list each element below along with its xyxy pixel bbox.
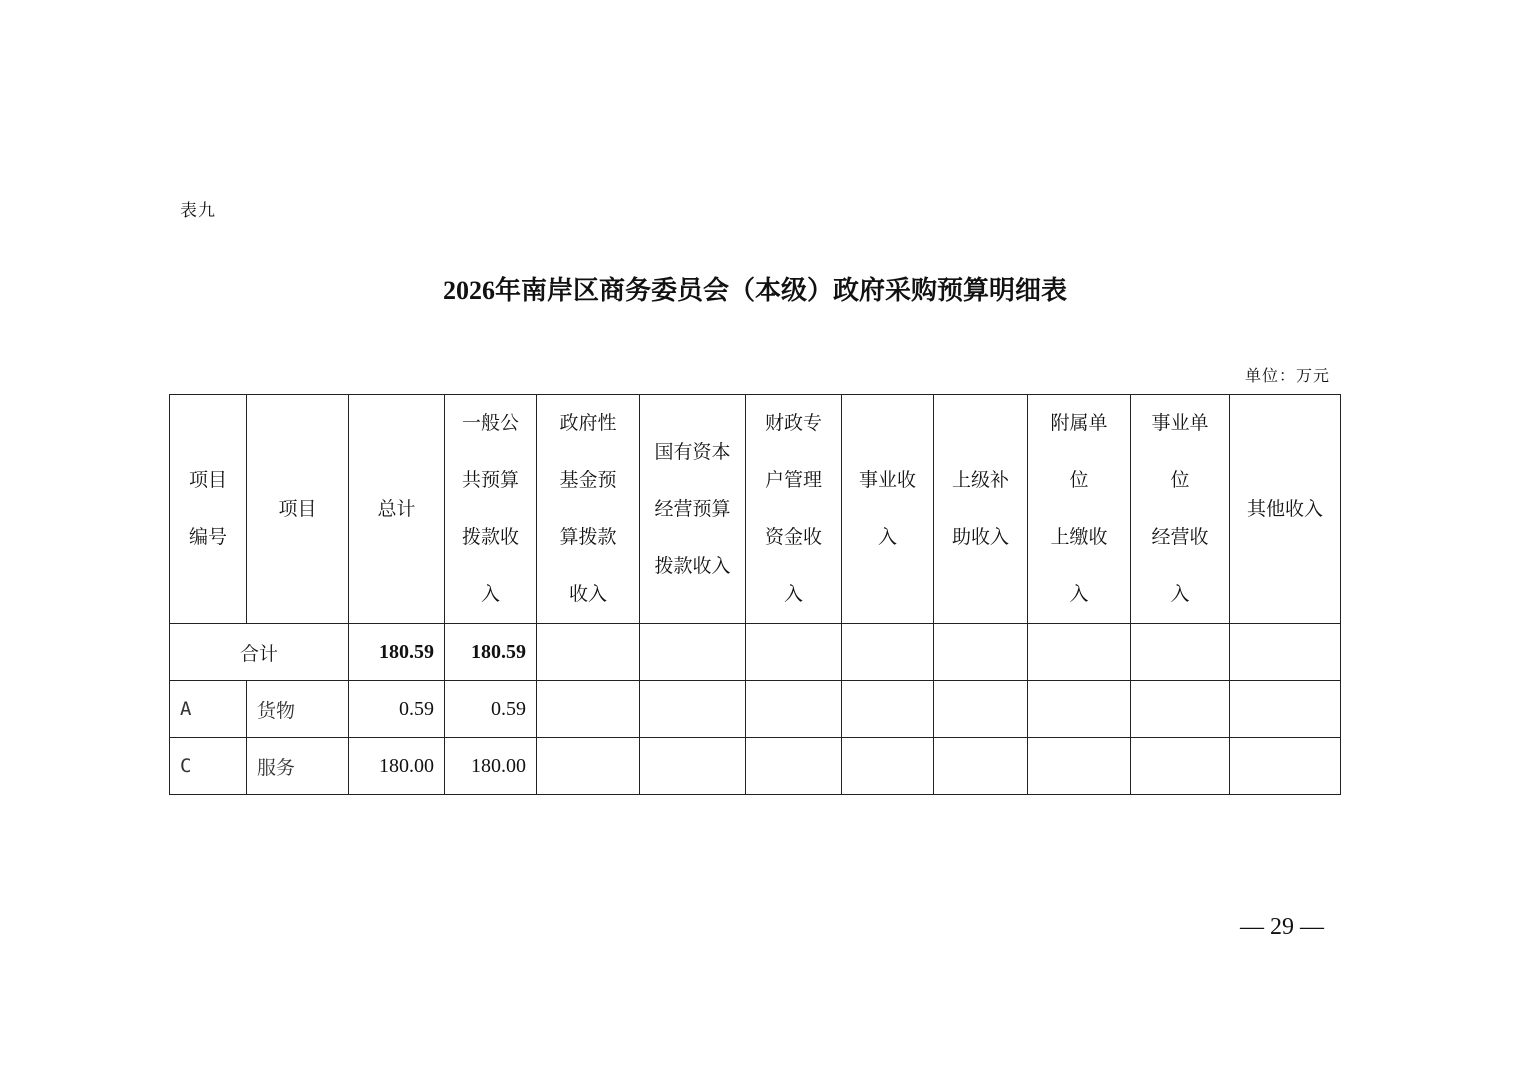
total-row xyxy=(170,624,1341,681)
table-row xyxy=(170,738,1341,795)
column-header-line: 国有资本 xyxy=(654,440,731,463)
row-item: 服务 xyxy=(247,738,349,795)
column-header-line: 入 xyxy=(783,583,803,605)
column-header-line: 一般公 xyxy=(461,412,519,434)
column-header-line: 共预算 xyxy=(461,469,519,491)
row-gov-fund xyxy=(537,681,640,738)
row-other-income xyxy=(1230,681,1341,738)
row-superior-subsidy xyxy=(934,738,1028,795)
column-header-line: 入 xyxy=(1069,583,1089,605)
column-header-line: 事业收 xyxy=(858,469,916,491)
column-header-line: 拨款收 xyxy=(461,526,519,548)
row-total: 0.59 xyxy=(349,681,445,738)
row-item: 货物 xyxy=(247,681,349,738)
total-row-other-income xyxy=(1230,624,1341,681)
row-affiliated-unit xyxy=(1028,681,1131,738)
column-header-general-budget xyxy=(445,395,537,624)
row-other-income xyxy=(1230,738,1341,795)
row-special-account xyxy=(746,738,842,795)
unit-label: 单位：万元 xyxy=(1244,366,1330,385)
column-header-line: 项目 xyxy=(278,497,317,520)
row-institution-income xyxy=(842,738,934,795)
column-header-line: 收入 xyxy=(568,583,607,605)
column-header-line: 总计 xyxy=(377,497,416,520)
row-special-account xyxy=(746,681,842,738)
column-header-line: 入 xyxy=(480,583,500,605)
column-header-line: 户管理 xyxy=(764,469,822,491)
column-header-other-income xyxy=(1230,395,1341,624)
column-header-item xyxy=(247,395,349,624)
column-header-superior-subsidy xyxy=(934,395,1028,624)
column-header-line: 经营预算 xyxy=(654,497,731,520)
row-code: A xyxy=(170,681,247,738)
row-institution-business xyxy=(1131,681,1230,738)
column-header-line: 上缴收 xyxy=(1050,526,1108,548)
column-header-line: 入 xyxy=(1170,583,1190,605)
row-gov-fund xyxy=(537,738,640,795)
total-row-institution-business xyxy=(1131,624,1230,681)
row-code: C xyxy=(170,738,247,795)
page-number: — 29 — xyxy=(1240,914,1324,940)
column-header-line: 基金预 xyxy=(559,469,617,491)
total-label: 合计 xyxy=(170,624,349,681)
total-row-affiliated-unit xyxy=(1028,624,1131,681)
table-row xyxy=(170,681,1341,738)
row-institution-income xyxy=(842,681,934,738)
column-header-line: 项目 xyxy=(188,469,227,491)
row-state-capital xyxy=(640,738,746,795)
total-row-gov-fund xyxy=(537,624,640,681)
row-general-budget: 0.59 xyxy=(445,681,537,738)
column-header-line: 经营收 xyxy=(1151,526,1209,548)
column-header-institution-income xyxy=(842,395,934,624)
column-header-line: 事业单 xyxy=(1151,412,1209,434)
column-header-affiliated-unit xyxy=(1028,395,1131,624)
column-header-line: 位 xyxy=(1069,469,1089,491)
table-label: 表九 xyxy=(180,201,216,221)
column-header-line: 附属单 xyxy=(1050,412,1108,434)
column-header-line: 资金收 xyxy=(764,526,822,548)
column-header-line: 入 xyxy=(877,526,897,548)
row-general-budget: 180.00 xyxy=(445,738,537,795)
column-header-line: 拨款收入 xyxy=(654,554,731,577)
procurement-budget-table xyxy=(169,394,1341,795)
column-header-line: 上级补 xyxy=(951,469,1009,491)
column-header-line: 其他收入 xyxy=(1246,497,1323,520)
column-header-institution-business xyxy=(1131,395,1230,624)
row-superior-subsidy xyxy=(934,681,1028,738)
column-header-line: 位 xyxy=(1170,469,1190,491)
total-row-total: 180.59 xyxy=(349,624,445,681)
column-header-special-account xyxy=(746,395,842,624)
total-row-institution-income xyxy=(842,624,934,681)
table-header-row xyxy=(170,395,1341,624)
column-header-line: 助收入 xyxy=(951,526,1009,548)
row-institution-business xyxy=(1131,738,1230,795)
page-title: 2026年南岸区商务委员会（本级）政府采购预算明细表 xyxy=(442,276,1067,305)
column-header-line: 算拨款 xyxy=(559,526,617,548)
total-row-state-capital xyxy=(640,624,746,681)
total-row-superior-subsidy xyxy=(934,624,1028,681)
column-header-total xyxy=(349,395,445,624)
row-total: 180.00 xyxy=(349,738,445,795)
column-header-state-capital xyxy=(640,395,746,624)
column-header-line: 编号 xyxy=(188,526,227,548)
column-header-code xyxy=(170,395,247,624)
column-header-gov-fund xyxy=(537,395,640,624)
row-state-capital xyxy=(640,681,746,738)
row-affiliated-unit xyxy=(1028,738,1131,795)
total-row-general-budget: 180.59 xyxy=(445,624,537,681)
column-header-line: 政府性 xyxy=(559,412,617,434)
total-row-special-account xyxy=(746,624,842,681)
column-header-line: 财政专 xyxy=(764,412,822,434)
